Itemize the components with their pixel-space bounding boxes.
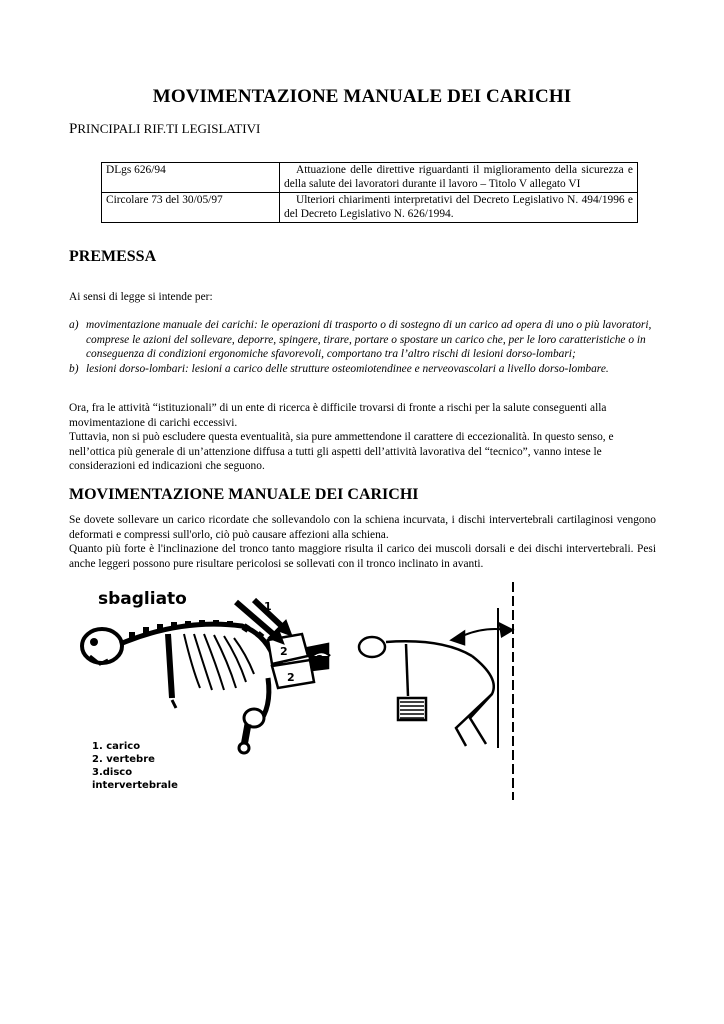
lifting-illustration	[72, 578, 532, 808]
section2-heading: MOVIMENTAZIONE MANUALE DEI CARICHI	[69, 486, 419, 503]
subheading-rest: RINCIPALI RIF.TI LEGISLATIVI	[77, 121, 261, 136]
reference-cell: Circolare 73 del 30/05/97	[102, 193, 280, 223]
figure-title: sbagliato	[98, 589, 187, 609]
description-cell: Attuazione delle direttive riguardanti il miglioramento della sicurezza e della salute dei lavoratori durante il lavoro – Titolo V allegato VI	[280, 163, 638, 193]
legend-item: intervertebrale	[92, 780, 178, 791]
description-cell: Ulteriori chiarimenti interpretativi del Decreto Legislativo N. 494/1996 e del Decreto Legislativo N. 626/1994.	[280, 193, 638, 223]
list-item-text: movimentazione manuale dei carichi: le operazioni di trasporto o di sostegno di un carico ad opera di uno o più lavoratori, comprese le azioni del sollevare, deporre, spingere, tirare, portare o spostare un carico che, per le loro caratteristiche o in conseguenza di condizioni ergonomiche sfavorevoli, comportano tra l’altro rischi di lesioni dorso-lombari;	[86, 319, 652, 360]
disc-number-3: 3	[316, 653, 324, 666]
references-table	[101, 162, 638, 223]
reference-cell: DLgs 626/94	[102, 163, 280, 193]
section-subheading	[69, 121, 260, 138]
list-marker: a)	[69, 319, 79, 331]
section2-paragraph-1: Se dovete sollevare un carico ricordate che sollevandolo con la schiena incurvata, i dischi intervertebrali cartilaginosi vengono deformati e compressi sull'orlo, ciò può causare affezioni alla schiena.	[69, 514, 656, 541]
legend-item: 2. vertebre	[92, 754, 155, 765]
disc-number-2b: 2	[287, 671, 295, 684]
premessa-heading: PREMESSA	[69, 248, 157, 265]
list-marker: b)	[69, 362, 79, 375]
skeleton-figure	[82, 620, 282, 753]
document-title: MOVIMENTAZIONE MANUALE DEI CARICHI	[152, 86, 572, 107]
list-item	[69, 362, 656, 377]
table-row	[102, 163, 638, 193]
subheading-initial: P	[69, 121, 78, 137]
list-item-text: lesioni dorso-lombari: lesioni a carico delle strutture osteomiotendinee e nerveovascolari a livello dorso-lombare.	[86, 362, 609, 375]
premessa-intro: Ai sensi di legge si intende per:	[69, 291, 213, 303]
legend-item: 1. carico	[92, 741, 141, 752]
table-row	[102, 193, 638, 223]
premessa-paragraph-2: Tuttavia, non si può escludere questa eventualità, sia pure ammettendone il carattere di eccezionalità. In questo senso, e nell’ottica più generale di un’attenzione diffusa a tutti gli aspetti dell’attività lavorativa del “tecnico”, vanno intese le considerazioni ed indicazioni che seguono.	[69, 431, 614, 472]
arrow-number: 1	[264, 600, 272, 613]
section2-paragraph-2: Quanto più forte è l'inclinazione del tronco tanto maggiore risulta il carico dei muscoli dorsali e dei dischi intervertebrali. Pesi anche leggeri possono pure risultare pericolosi se sollevati con il tronco inclinato in avanti.	[69, 543, 656, 570]
list-item	[69, 318, 656, 362]
legend-item: 3.disco	[92, 767, 133, 778]
stick-figure	[359, 624, 512, 746]
premessa-paragraph-1: Ora, fra le attività “istituzionali” di un ente di ricerca è difficile trovarsi di fronte a rischi per la salute conseguenti alla movimentazione di carichi eccessivi.	[69, 402, 607, 429]
definitions-list	[69, 318, 656, 376]
disc-number-2a: 2	[280, 645, 288, 658]
